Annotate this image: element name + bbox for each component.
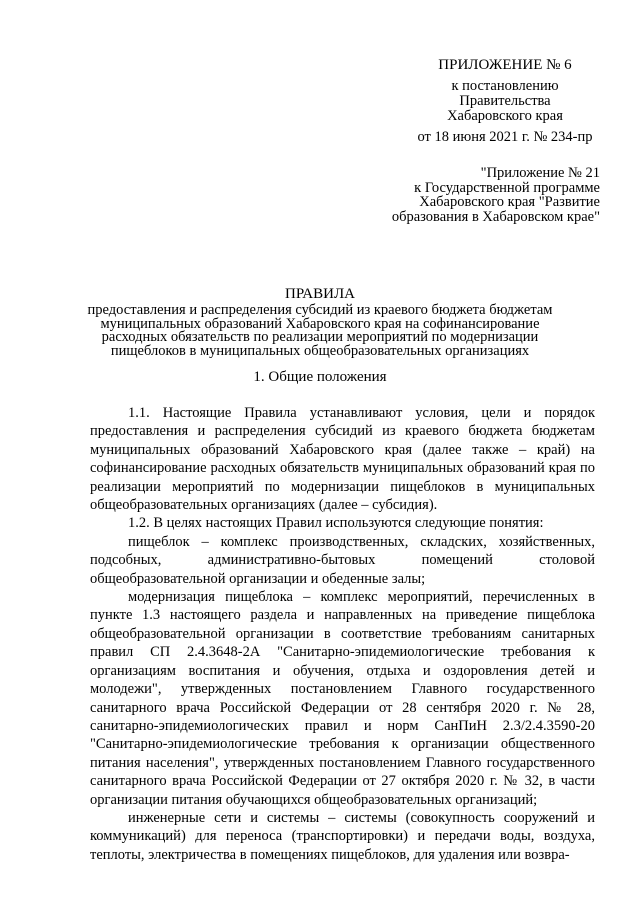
program-reference-line: "Приложение № 21 [480, 165, 600, 181]
paragraph: 1.1. Настоящие Правила устанавливают условия, цели и порядок предоставления и распределения субсидий из краевого бюджета бюджетам муниципальных образований Хабаровского края (далее также – край) на софинансирование расходных обязательств муниципальных образований края по реализации мероприятий по модернизации пищеблоков в муниципальных общеобразовательных организациях (далее – субсидия). [90, 405, 595, 514]
paragraph: модернизация пищеблока – комплекс мероприятий, перечисленных в пункте 1.3 настоящего раздела и направленных на приведение пищеблока общеобразовательной организации в соответствие требованиям санитарных правил СП 2.4.3648-2А "Санитарно-эпидемиологические требования к организациям воспитания и обучения, отдыха и оздоровления детей и молодежи", утвержденных постановлением Главного государственного санитарного врача Российской Федерации от 28 сентября 2020 г. № 28, санитарно-эпидемиологических правил и норм СанПиН 2.3/2.4.3590-20 "Санитарно-эпидемиологические требования к организации общественного питания населения", утвержденных постановлением Главного государственного санитарного врача Российской Федерации от 27 октября 2020 г. № 32, в части организации питания обучающихся общеобразовательных организаций; [90, 589, 595, 808]
appendix-line: Хабаровского края [447, 108, 563, 124]
appendix-header [380, 58, 630, 145]
section-heading: 1. Общие положения [253, 369, 387, 385]
appendix-date: от 18 июня 2021 г. № 234-пр [417, 129, 593, 145]
appendix-title: ПРИЛОЖЕНИЕ № 6 [438, 57, 572, 73]
subtitle-line: расходных обязательств по реализации мероприятий по модернизации [101, 329, 539, 345]
subtitle-line: муниципальных образований Хабаровского края на софинансирование [100, 315, 540, 332]
paragraph: пищеблок – комплекс производственных, складских, хозяйственных, подсобных, административно-бытовых помещений столовой общеобразовательной организации и обеденные залы; [90, 533, 595, 587]
program-reference-line: Хабаровского края "Развитие [419, 194, 600, 210]
paragraph: 1.2. В целях настоящих Правил используются следующие понятия: [128, 515, 544, 532]
program-reference [345, 166, 600, 224]
subtitle-line: пищеблоков в муниципальных общеобразовательных организациях [110, 342, 530, 359]
document-subtitle [80, 304, 560, 358]
subtitle-line: предоставления и распределения субсидий из краевого бюджета бюджетам [87, 302, 553, 318]
paragraph: инженерные сети и системы – системы (совокупность сооружений и коммуникаций) для переноса (транспортировки) и передачи воды, воздуха, теплоты, электричества в помещениях пищеблоков, для удаления или возвра- [90, 809, 595, 863]
document-body [90, 404, 595, 864]
program-reference-line: образования в Хабаровском крае" [391, 208, 600, 225]
program-reference-line: к Государственной программе [414, 179, 600, 196]
appendix-line: к постановлению [451, 78, 559, 94]
appendix-line: Правительства [459, 93, 551, 109]
document-title: ПРАВИЛА [285, 286, 355, 302]
